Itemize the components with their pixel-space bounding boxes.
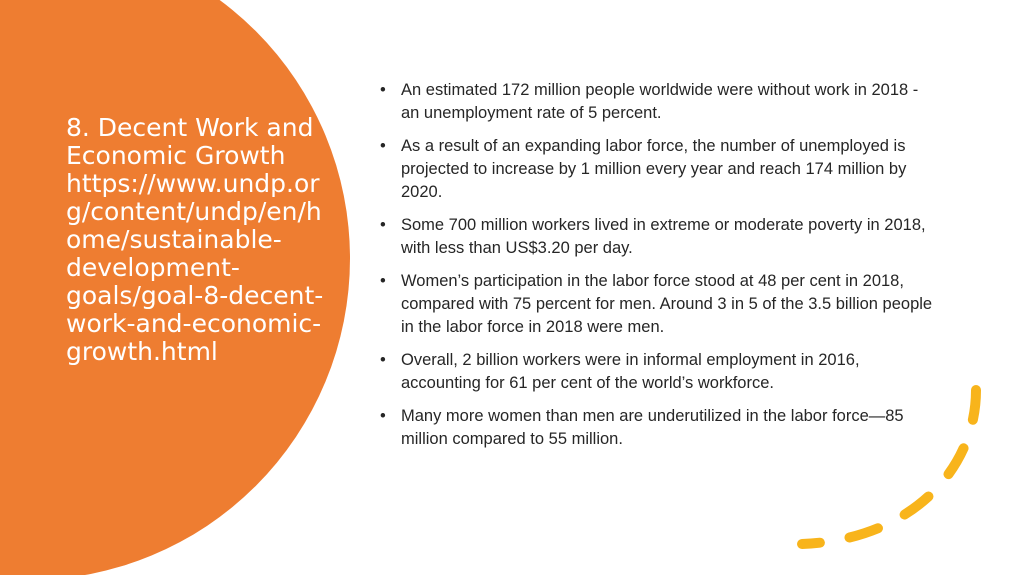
bullet-icon: •	[380, 351, 386, 369]
bullet-icon: •	[380, 216, 386, 234]
bullet-text: An estimated 172 million people worldwide were without work in 2018 - an unemployment rate of 5 percent.	[401, 81, 919, 122]
bullet-item	[380, 79, 940, 125]
bullet-text: Women’s participation in the labor force stood at 48 per cent in 2018, compared with 75 percent for men. Around 3 in 5 of the 3.5 billion people in the labor force in 2018 were men.	[401, 272, 933, 336]
dashed-arc-decoration	[790, 380, 990, 560]
bullet-text: Some 700 million workers lived in extreme or moderate poverty in 2018, with less than US$3.20 per day.	[401, 216, 926, 257]
bullet-item	[380, 135, 940, 204]
bullet-icon: •	[380, 407, 386, 425]
bullet-item	[380, 270, 940, 339]
bullet-icon: •	[380, 137, 386, 155]
bullet-text: Many more women than men are underutilized in the labor force—85 million compared to 55 million.	[401, 407, 904, 448]
dashed-arc-icon	[802, 390, 976, 544]
bullet-icon: •	[380, 272, 386, 290]
bullet-item	[380, 214, 940, 260]
slide-title: 8. Decent Work and Economic Growth https://www.undp.org/content/undp/en/home/sustainable-development-goals/goal-8-decent-work-and-economic-growth.html	[66, 113, 324, 366]
bullet-text: Overall, 2 billion workers were in informal employment in 2016, accounting for 61 per cent of the world’s workforce.	[401, 351, 860, 392]
bullet-icon: •	[380, 81, 386, 99]
bullet-text: As a result of an expanding labor force, the number of unemployed is projected to increase by 1 million every year and reach 174 million by 2020.	[401, 137, 907, 201]
